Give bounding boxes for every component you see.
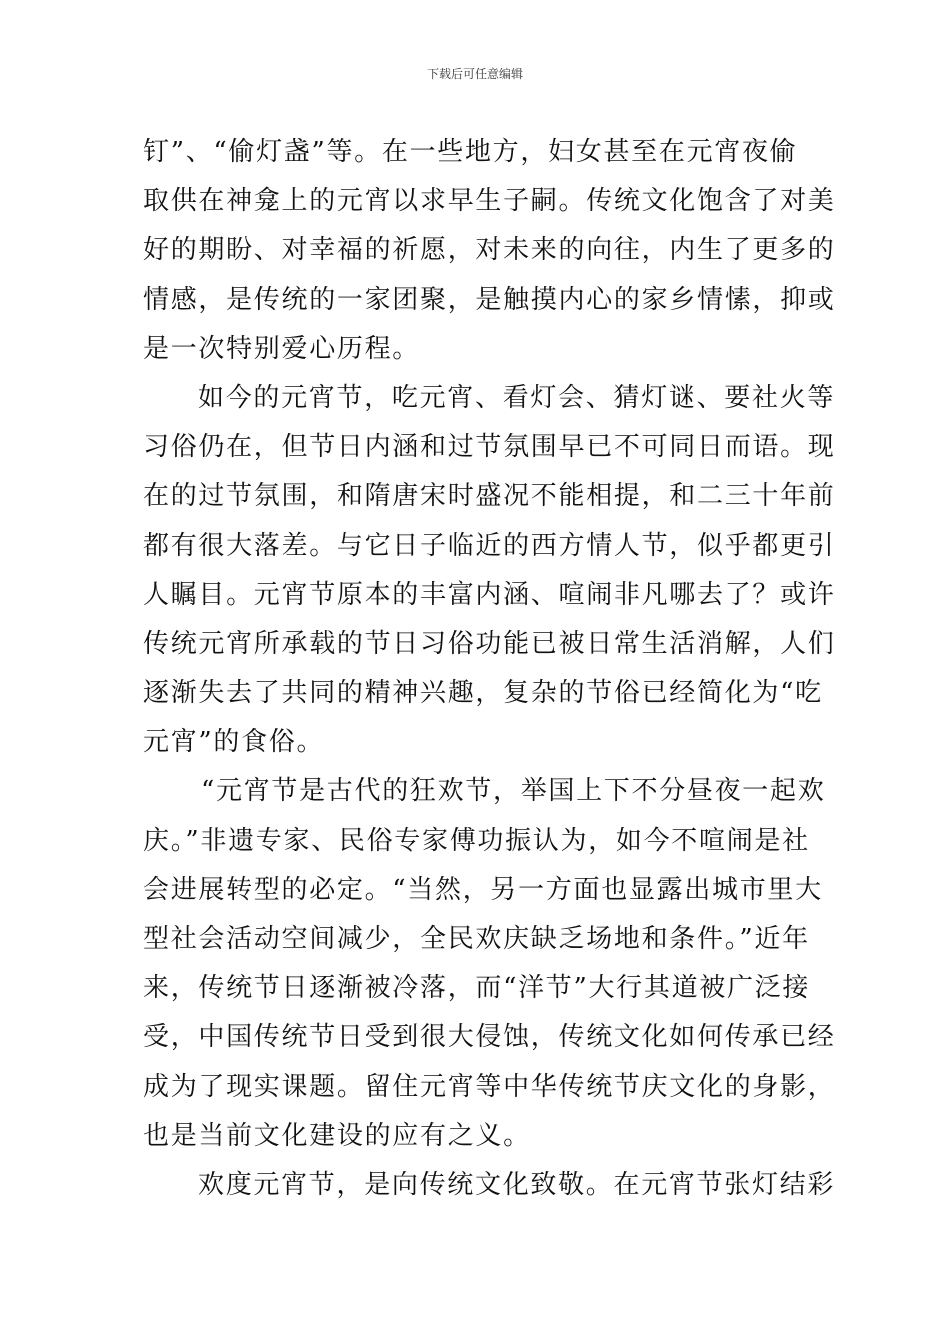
- text-line: 传统元宵所承载的节日习俗功能已被日常生活消解，人们: [143, 628, 836, 659]
- text-line: 庆。”非遗专家、民俗专家傅功振认为，如今不喧闹是社: [143, 825, 810, 856]
- text-line: 型社会活动空间减少，全民欢庆缺乏场地和条件。”近年: [143, 924, 810, 954]
- text-line: 取供在神龛上的元宵以求早生子嗣。传统文化饱含了对美: [143, 186, 836, 217]
- text-line: 钉”、“偷灯盏”等。在一些地方，妇女甚至在元宵夜偷: [143, 137, 798, 167]
- text-line: 都有很大落差。与它日子临近的西方情人节，似乎都更引: [143, 530, 836, 561]
- text-line: 情感，是传统的一家团聚，是触摸内心的家乡情愫，抑或: [143, 284, 836, 315]
- text-line: 元宵”的食俗。: [143, 727, 325, 758]
- page-header-note: 下载后可任意编辑: [426, 67, 523, 81]
- paragraph-start-line: “元宵节是古代的狂欢节，举国上下不分昼夜一起欢: [201, 776, 826, 807]
- text-line: 成为了现实课题。留住元宵等中华传统节庆文化的身影，: [143, 1071, 836, 1102]
- text-line: 是一次特别爱心历程。: [143, 333, 421, 364]
- text-line: 也是当前文化建设的应有之义。: [143, 1120, 531, 1151]
- document-body: [143, 128, 836, 1210]
- text-line: 来，传统节日逐渐被冷落，而“洋节”大行其道被广泛接: [143, 973, 811, 1004]
- text-line: 习俗仍在，但节日内涵和过节氛围早已不可同日而语。现: [143, 432, 836, 463]
- text-line: 人瞩目。元宵节原本的丰富内涵、喧闹非凡哪去了？或许: [143, 579, 836, 610]
- text-line: 会进展转型的必定。“当然，另一方面也显露出城市里大: [143, 874, 823, 905]
- text-line: 逐渐失去了共同的精神兴趣，复杂的节俗已经简化为“吃: [143, 678, 823, 709]
- text-line: 好的期盼、对幸福的祈愿，对未来的向往，内生了更多的: [143, 235, 836, 266]
- text-line: 在的过节氛围，和隋唐宋时盛况不能相提，和二三十年前: [143, 481, 836, 512]
- paragraph-start-line: 如今的元宵节，吃元宵、看灯会、猜灯谜、要社火等: [198, 382, 836, 413]
- paragraph-start-line: 欢度元宵节，是向传统文化致敬。在元宵节张灯结彩: [198, 1169, 836, 1200]
- text-line: 受，中国传统节日受到很大侵蚀，传统文化如何传承已经: [143, 1022, 836, 1053]
